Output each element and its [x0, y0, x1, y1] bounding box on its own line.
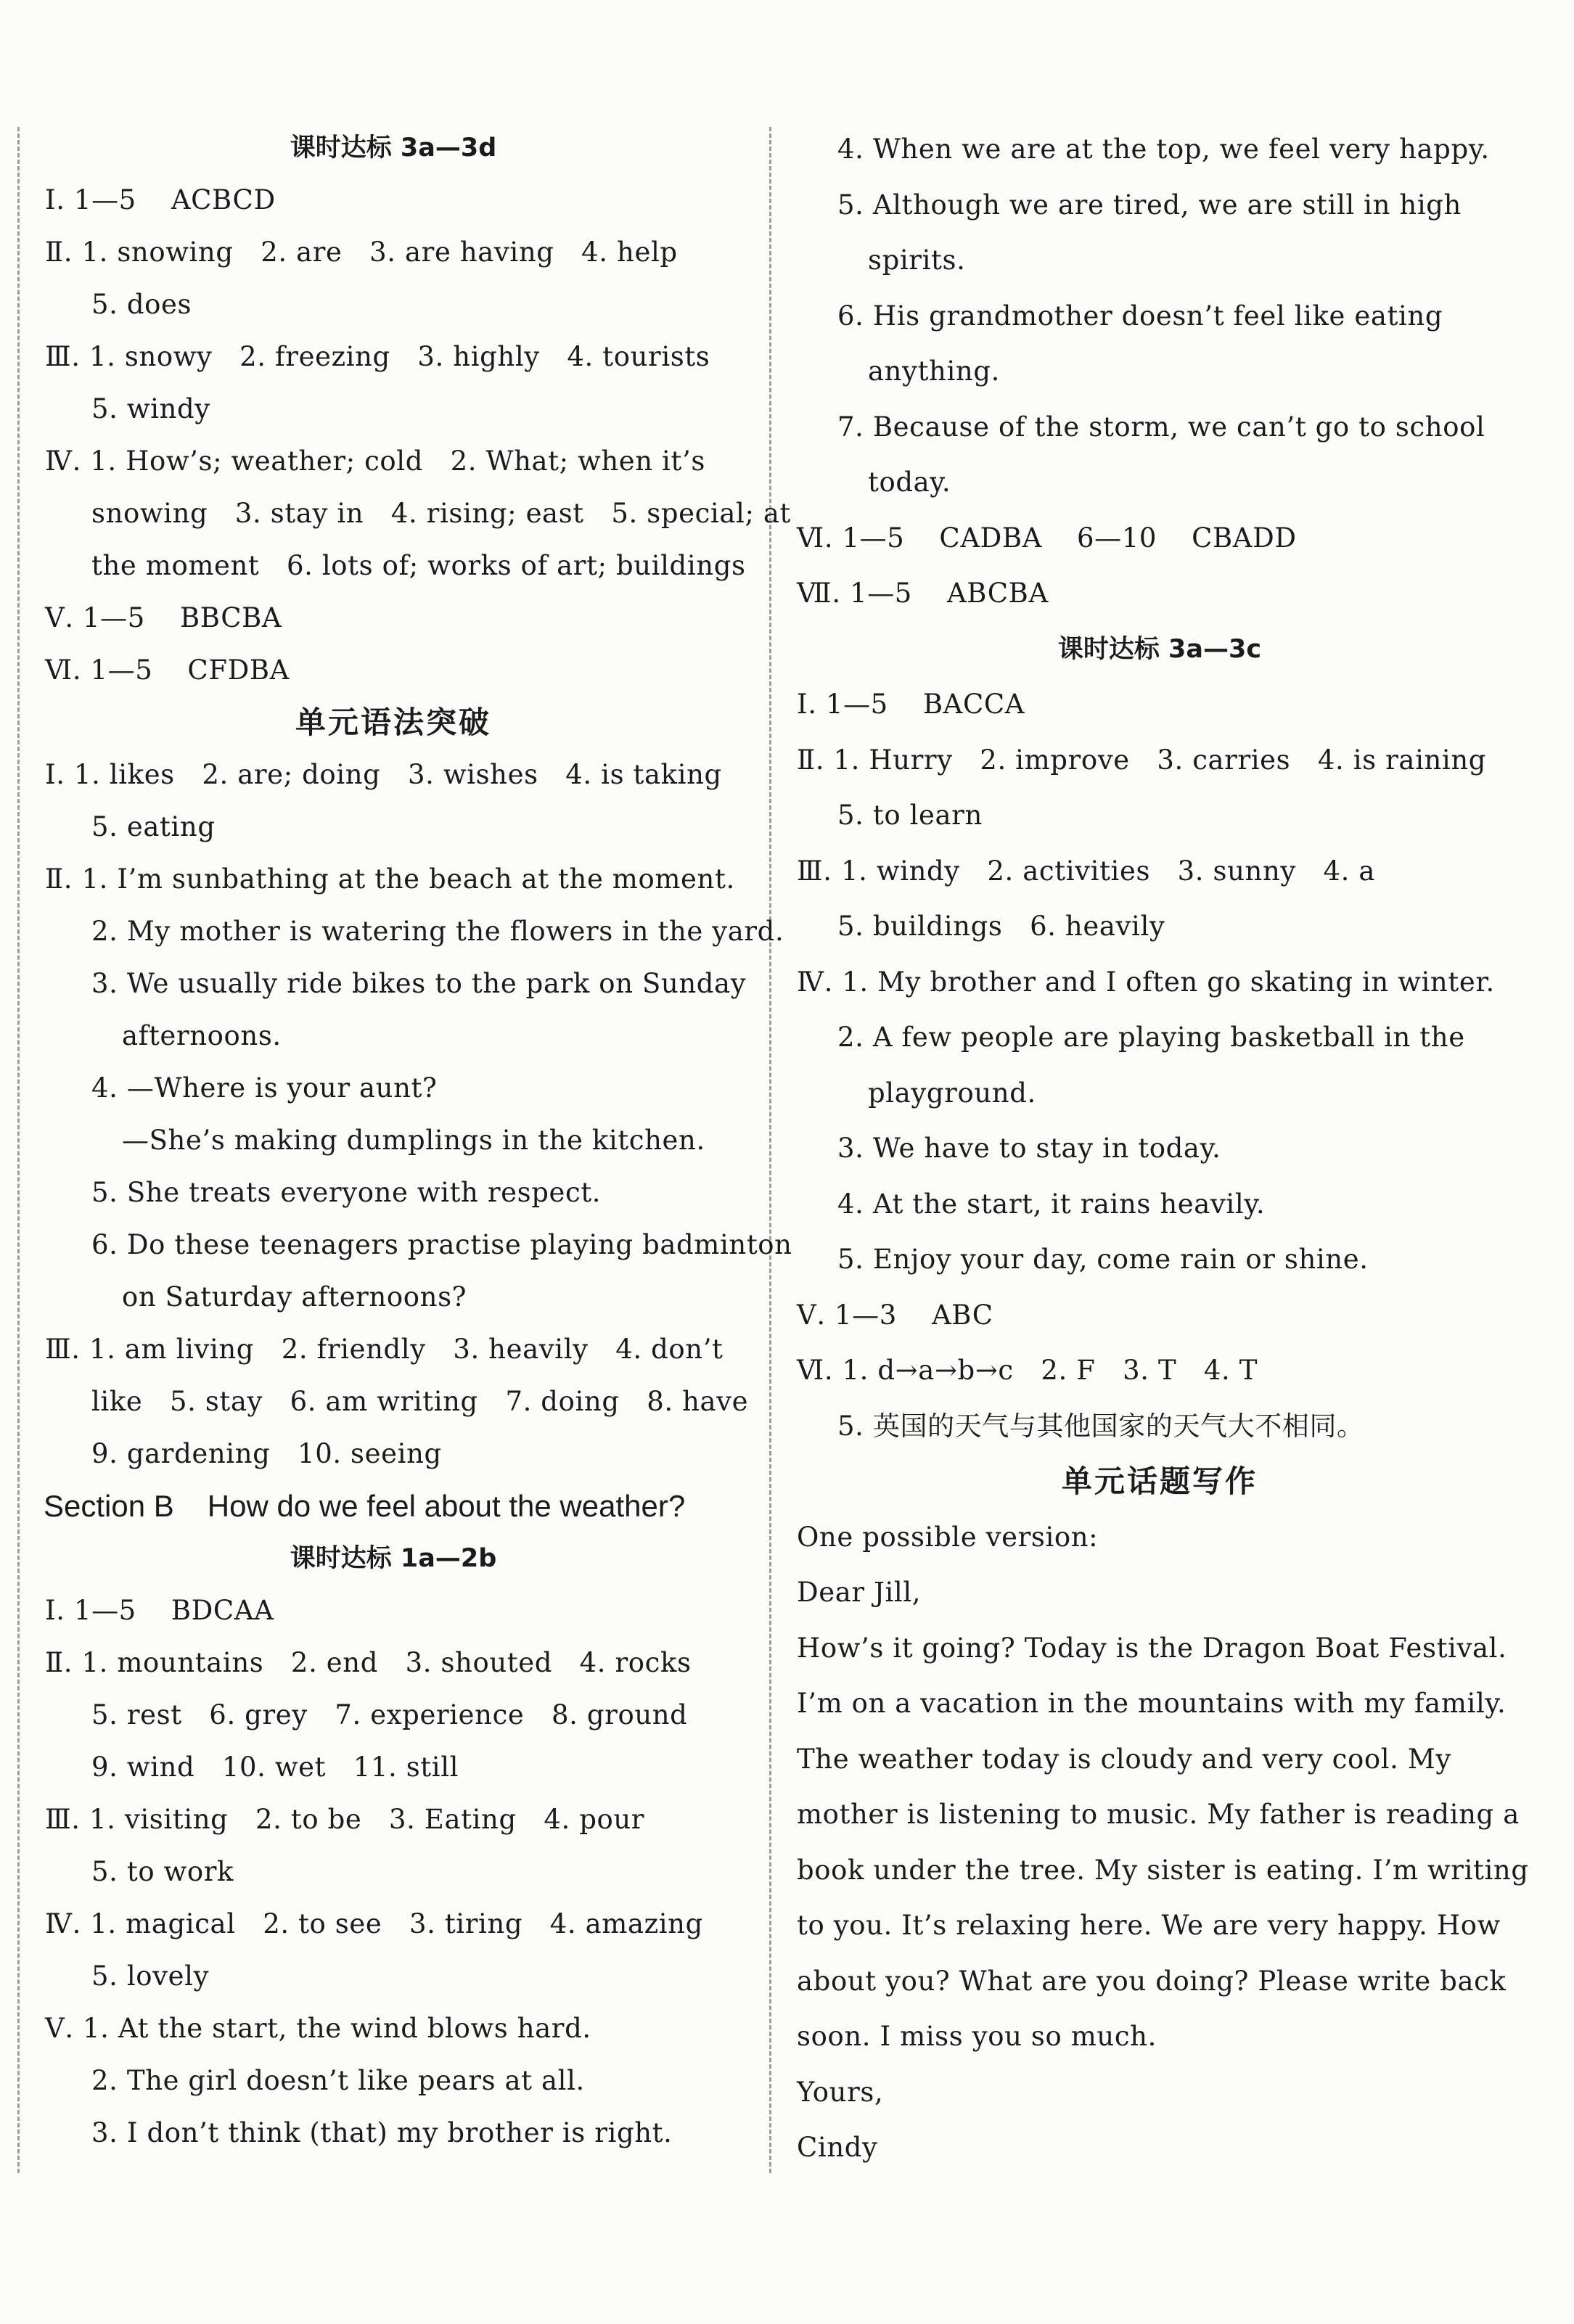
essay-line: book under the tree. My sister is eating. I’m writing [797, 1854, 1529, 1886]
answer-line: Ⅰ. 1—5 BDCAA [45, 1595, 274, 1626]
answer-line: Ⅲ. 1. snowy 2. freezing 3. highly 4. tourists [45, 341, 710, 372]
answer-line: 3. I don’t think (that) my brother is right. [91, 2117, 673, 2148]
answer-line: 6. His grandmother doesn’t feel like eating [837, 300, 1443, 332]
essay-line: about you? What are you doing? Please write back [797, 1965, 1507, 1997]
answer-line: 2. A few people are playing basketball in the [837, 1022, 1465, 1053]
answer-line: Ⅰ. 1. likes 2. are; doing 3. wishes 4. is taking [45, 759, 722, 790]
answer-line: 9. wind 10. wet 11. still [91, 1752, 459, 1783]
answer-line: 4. At the start, it rains heavily. [837, 1188, 1266, 1220]
answer-line: Ⅴ. 1. At the start, the wind blows hard. [45, 2013, 591, 2044]
answer-line: today. [868, 467, 951, 498]
answer-line: spirits. [868, 245, 966, 276]
essay-line: I’m on a vacation in the mountains with my family. [797, 1688, 1507, 1719]
essay-line: How’s it going? Today is the Dragon Boat Festival. [797, 1632, 1507, 1664]
answer-line: Ⅵ. 1—5 CFDBA [45, 654, 290, 686]
essay-line: to you. It’s relaxing here. We are very happy. How [797, 1910, 1501, 1941]
column-divider [769, 127, 771, 2173]
section-title: 单元话题写作 [1061, 1463, 1258, 1499]
section-title: 单元语法突破 [295, 705, 491, 740]
answer-line: Ⅳ. 1. magical 2. to see 3. tiring 4. amazing [45, 1908, 703, 1939]
answer-line: 7. Because of the storm, we can’t go to school [837, 411, 1485, 443]
answer-line: Ⅳ. 1. How’s; weather; cold 2. What; when it’s [45, 445, 705, 477]
answer-line: snowing 3. stay in 4. rising; east 5. special; at [91, 498, 792, 529]
answer-line: 5. windy [91, 393, 210, 424]
answer-line: 5. Enjoy your day, come rain or shine. [837, 1244, 1369, 1275]
answer-line: Ⅴ. 1—3 ABC [797, 1299, 993, 1331]
essay-line: The weather today is cloudy and very cool. My [797, 1743, 1451, 1775]
answer-line: Ⅶ. 1—5 ABCBA [797, 578, 1049, 609]
answer-line: Ⅰ. 1—5 BACCA [797, 689, 1025, 720]
essay-line: mother is listening to music. My father is reading a [797, 1799, 1520, 1830]
answer-line: like 5. stay 6. am writing 7. doing 8. have [91, 1386, 749, 1417]
answer-line: Ⅱ. 1. mountains 2. end 3. shouted 4. rocks [45, 1647, 692, 1678]
answer-line: 9. gardening 10. seeing [91, 1438, 442, 1469]
answer-line: anything. [868, 356, 1000, 387]
answer-line: 5. to work [91, 1856, 234, 1887]
answer-line: 5. lovely [91, 1960, 210, 1992]
answer-line: Ⅵ. 1—5 CADBA 6—10 CBADD [797, 522, 1297, 554]
left-column [44, 122, 792, 2159]
answer-line: 2. The girl doesn’t like pears at all. [91, 2065, 585, 2096]
answer-line: 4. —Where is your aunt? [91, 1072, 438, 1104]
answer-line: 5. does [91, 289, 192, 320]
answer-line: Ⅴ. 1—5 BBCBA [45, 602, 282, 633]
section-title: 课时达标 3a—3d [290, 134, 497, 163]
section-title: 课时达标 3a—3c [1057, 634, 1262, 664]
answer-line: 3. We usually ride bikes to the park on Sunday [91, 968, 747, 999]
right-column [797, 122, 1529, 2176]
answer-line: 5. 英国的天气与其他国家的天气大不相同。 [837, 1410, 1364, 1442]
essay-line: Cindy [797, 2132, 878, 2163]
essay-line: soon. I miss you so much. [797, 2021, 1157, 2052]
answer-line: Ⅳ. 1. My brother and I often go skating in winter. [797, 966, 1495, 998]
left-margin-line [17, 127, 20, 2173]
answer-line: Ⅲ. 1. visiting 2. to be 3. Eating 4. pour [45, 1804, 645, 1835]
answer-line: playground. [868, 1077, 1036, 1109]
answer-line: —She’s making dumplings in the kitchen. [122, 1125, 705, 1156]
essay-line: One possible version: [797, 1521, 1099, 1553]
answer-line: 5. She treats everyone with respect. [91, 1177, 602, 1208]
section-b-heading: Section B How do we feel about the weather? [44, 1489, 686, 1523]
essay-line: Dear Jill, [797, 1577, 922, 1608]
answer-line: Ⅱ. 1. Hurry 2. improve 3. carries 4. is raining [797, 744, 1487, 776]
answer-line: Ⅱ. 1. I’m sunbathing at the beach at the moment. [45, 863, 735, 895]
answer-line: 3. We have to stay in today. [837, 1133, 1221, 1164]
answer-line: 5. to learn [837, 800, 983, 831]
answer-line: Ⅲ. 1. windy 2. activities 3. sunny 4. a [797, 855, 1376, 887]
answer-line: 5. eating [91, 811, 216, 842]
answer-line: on Saturday afternoons? [122, 1281, 467, 1313]
answer-line: Ⅲ. 1. am living 2. friendly 3. heavily 4. don’t [45, 1334, 724, 1365]
answer-line: 4. When we are at the top, we feel very happy. [837, 134, 1490, 165]
answer-line: afternoons. [122, 1020, 282, 1051]
answer-line: 6. Do these teenagers practise playing badminton [91, 1229, 792, 1260]
answer-line: 5. rest 6. grey 7. experience 8. ground [91, 1699, 688, 1730]
answer-line: the moment 6. lots of; works of art; buildings [91, 550, 746, 581]
answer-line: 5. buildings 6. heavily [837, 911, 1165, 942]
answer-line: 2. My mother is watering the flowers in the yard. [91, 916, 784, 947]
essay-line: Yours, [797, 2076, 884, 2108]
answer-line: Ⅱ. 1. snowing 2. are 3. are having 4. help [45, 237, 678, 268]
answer-line: Ⅵ. 1. d→a→b→c 2. F 3. T 4. T [797, 1355, 1258, 1386]
answer-line: Ⅰ. 1—5 ACBCD [45, 184, 276, 215]
answer-line: 5. Although we are tired, we are still in high [837, 189, 1462, 221]
section-title: 课时达标 1a—2b [290, 1544, 497, 1573]
